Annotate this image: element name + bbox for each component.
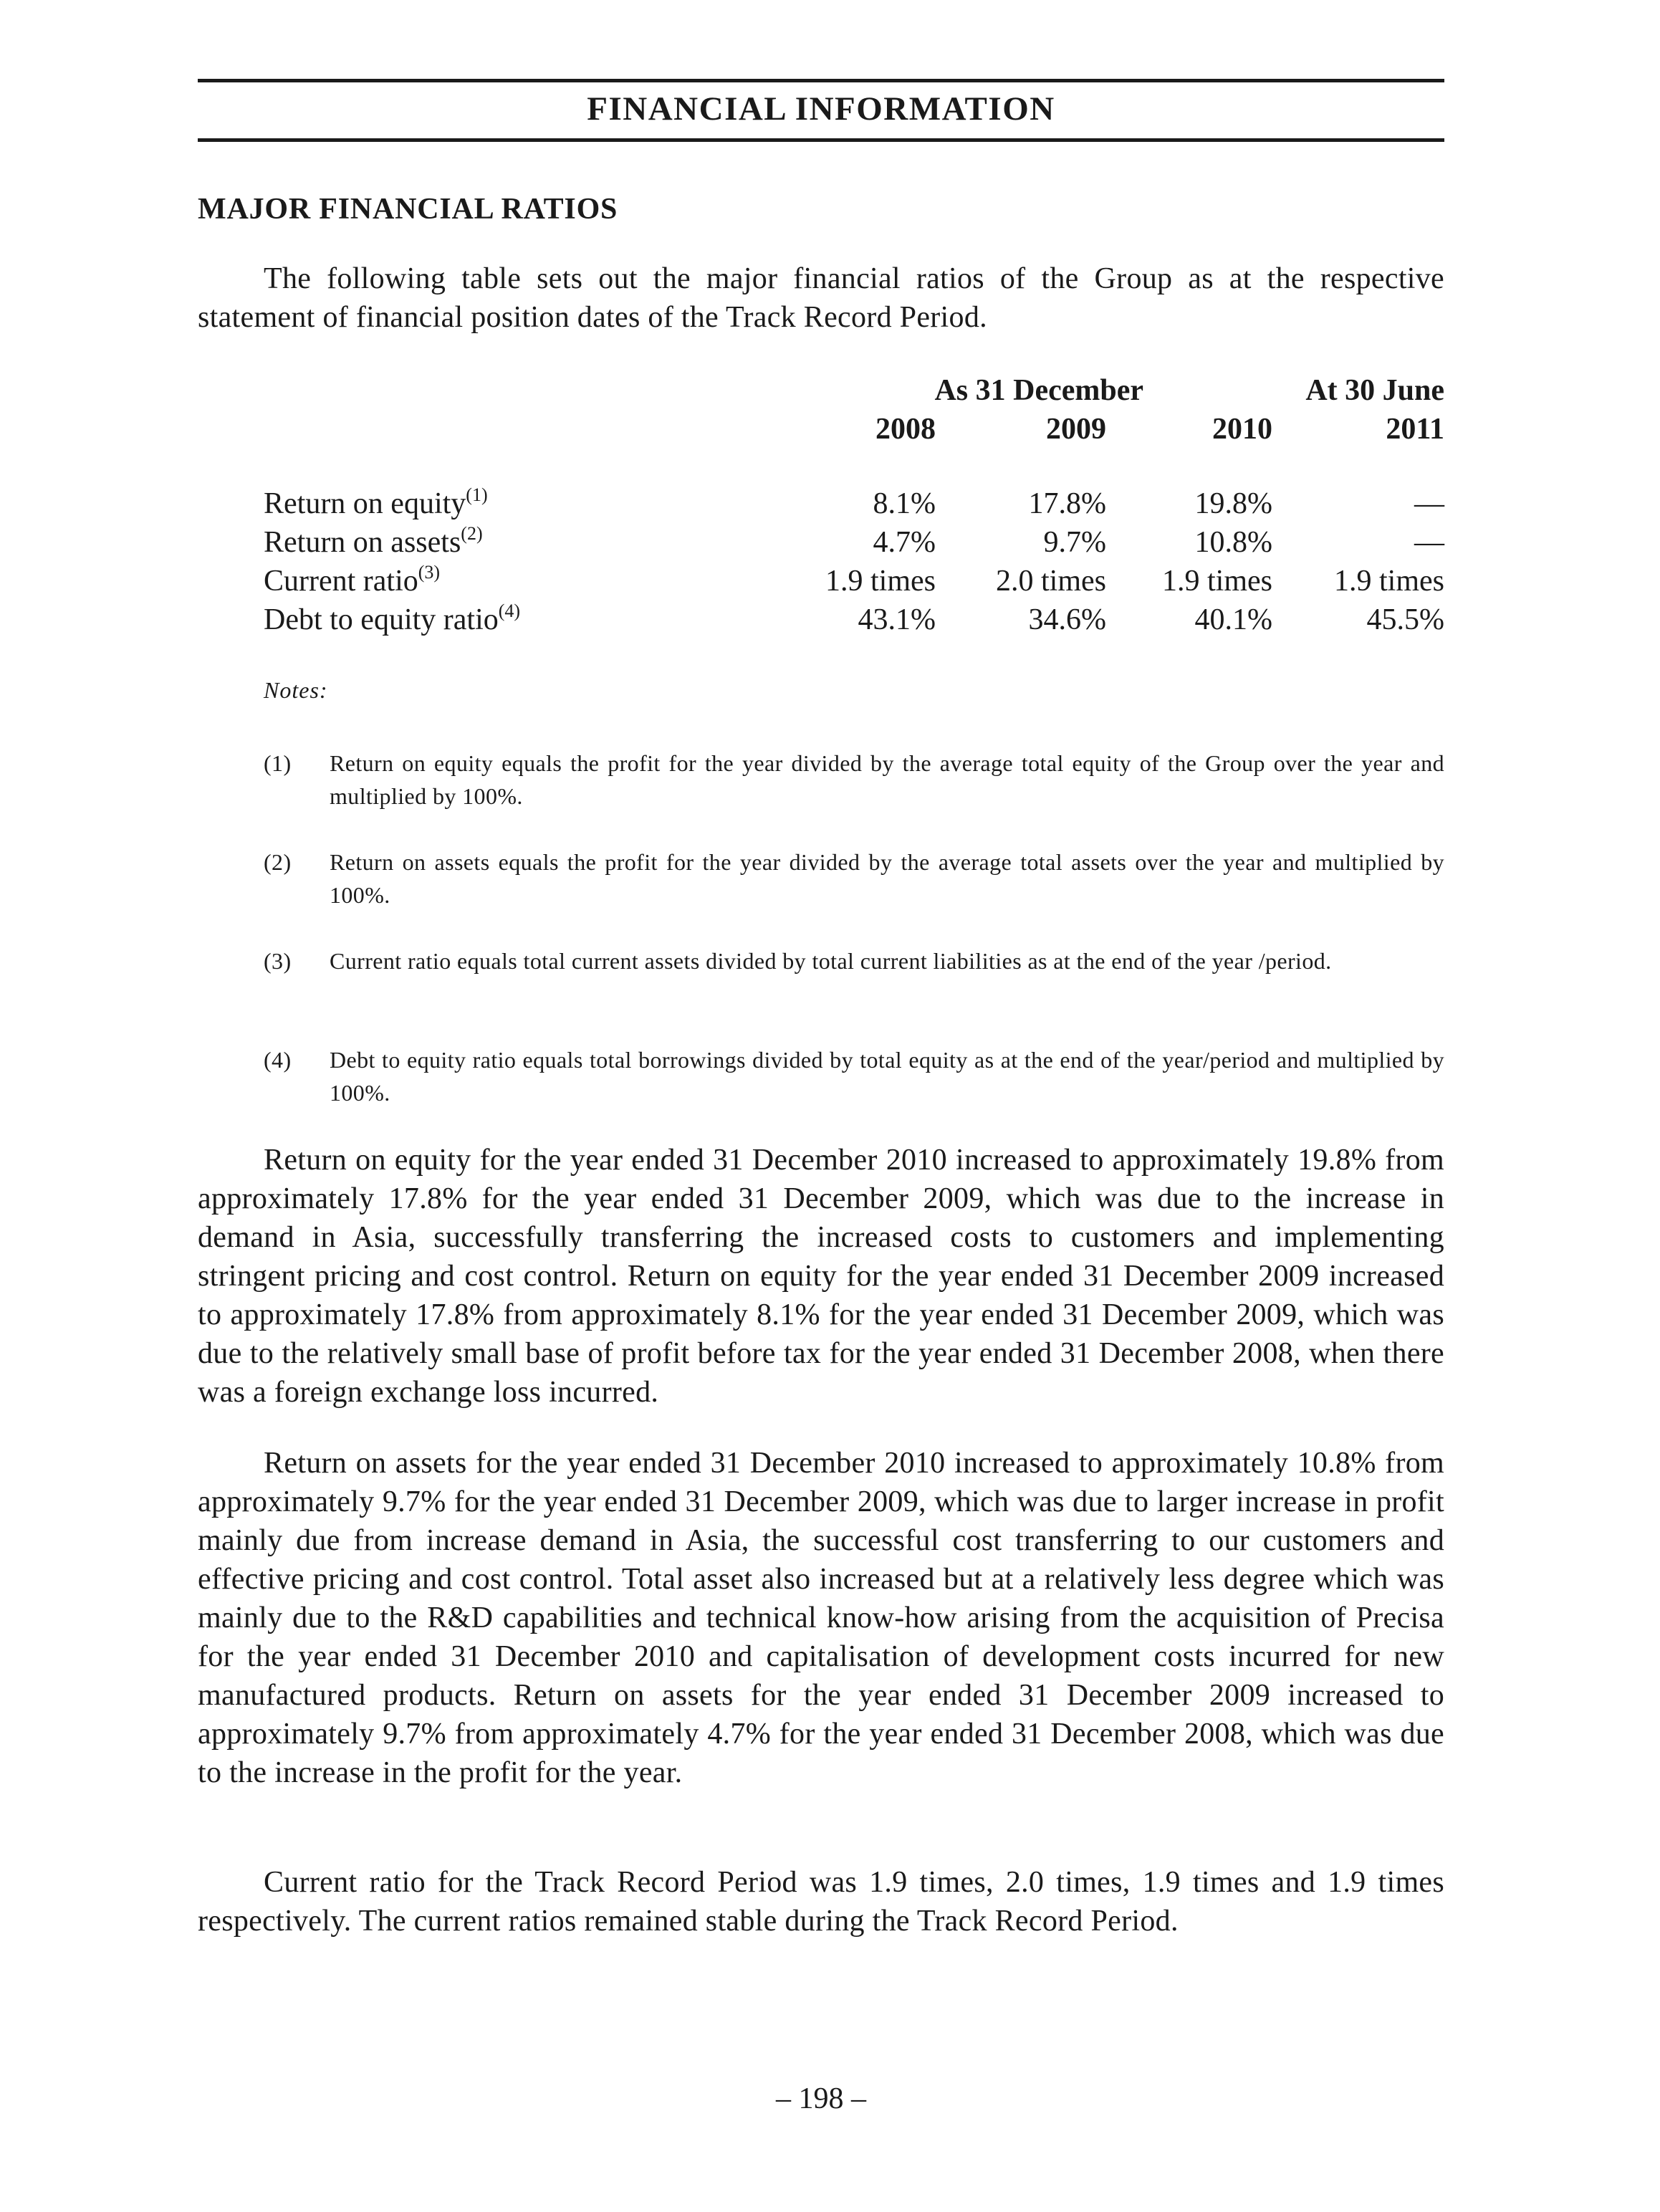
year-header: 2010: [1212, 413, 1272, 446]
note-reference: (3): [418, 562, 441, 583]
page-number: – 198 –: [776, 2082, 866, 2115]
header-title: FINANCIAL INFORMATION: [587, 90, 1055, 128]
note-reference: (4): [498, 600, 521, 621]
note-number: (3): [264, 948, 292, 974]
table-cell: 40.1%: [1194, 603, 1272, 636]
table-cell: 8.1%: [873, 487, 936, 520]
note-reference: (1): [466, 484, 488, 505]
note-number: (2): [264, 849, 292, 875]
table-cell: 10.8%: [1194, 526, 1272, 559]
intro-paragraph: The following table sets out the major financial ratios of the Group as at the respective statement of financial position dates of the Track Record Period.: [198, 262, 1444, 334]
header-rule-bottom: [198, 138, 1444, 142]
table-cell: 34.6%: [1028, 603, 1106, 636]
note-text: Current ratio equals total current assets divided by total current liabilities as at the end of the year /period.: [330, 948, 1332, 974]
row-label-text: Return on equity: [264, 487, 466, 520]
note-number: (4): [264, 1047, 292, 1073]
group-header-june: At 30 June: [1305, 374, 1444, 407]
year-header: 2008: [875, 413, 936, 446]
group-header-december: As 31 December: [934, 374, 1143, 407]
table-cell: 1.9 times: [825, 565, 936, 598]
table-cell: —: [1414, 487, 1444, 520]
row-label: [264, 600, 520, 639]
section-title: MAJOR FINANCIAL RATIOS: [198, 193, 618, 226]
table-year-header-row: [198, 410, 1444, 449]
table-row: [198, 562, 1444, 600]
table-cell: 19.8%: [1194, 487, 1272, 520]
table-cell: 17.8%: [1028, 487, 1106, 520]
body-paragraph-return-on-equity: Return on equity for the year ended 31 December 2010 increased to approximately 19.8% from approximately 17.8% for the year ended 31 December 2009, which was due to the increase in demand in Asia, successfully transferring the increased costs to customers and implementing stringent pricing and cost control. Return on equity for the year ended 31 December 2009 increased to approximately 17.8% from approximately 8.1% for the year ended 31 December 2009, which was due to the relatively small base of profit before tax for the year ended 31 December 2008, when there was a foreign exchange loss incurred.: [198, 1144, 1444, 1409]
note-text: Debt to equity ratio equals total borrowings divided by total equity as at the end of the year/period and multiplied by 100%.: [330, 1047, 1444, 1106]
body-paragraph-return-on-assets: Return on assets for the year ended 31 December 2010 increased to approximately 10.8% from approximately 9.7% for the year ended 31 December 2009, which was due to larger increase in profit mainly due from increase demand in Asia, the successful cost transferring to our customers and effective pricing and cost control. Total asset also increased but at a relatively less degree which was mainly due to the R&D capabilities and technical know-how arising from the acquisition of Precisa for the year ended 31 December 2010 and capitalisation of development costs incurred for new manufactured products. Return on assets for the year ended 31 December 2009 increased to approximately 9.7% from approximately 4.7% for the year ended 31 December 2008, which was due to the increase in the profit for the year.: [198, 1447, 1444, 1789]
body-paragraph-current-ratio: Current ratio for the Track Record Period was 1.9 times, 2.0 times, 1.9 times and 1.9 times respectively. The current ratios remained stable during the Track Record Period.: [198, 1866, 1444, 1938]
table-cell: 4.7%: [873, 526, 936, 559]
table-row: [198, 523, 1444, 562]
row-label-text: Current ratio: [264, 565, 418, 598]
table-cell: 2.0 times: [996, 565, 1106, 598]
row-label: [264, 523, 483, 562]
row-label: [264, 562, 440, 600]
table-cell: 1.9 times: [1162, 565, 1272, 598]
table-group-header-row: [198, 371, 1444, 410]
row-label-text: Debt to equity ratio: [264, 603, 499, 636]
notes-label: Notes:: [264, 677, 328, 703]
table-cell: 1.9 times: [1334, 565, 1444, 598]
table-cell: 43.1%: [858, 603, 936, 636]
table-cell: —: [1414, 526, 1444, 559]
row-label: [264, 484, 488, 523]
row-label-text: Return on assets: [264, 526, 461, 559]
note-text: Return on equity equals the profit for the year divided by the average total equity of the Group over the year and multiplied by 100%.: [330, 750, 1444, 809]
note-number: (1): [264, 750, 292, 776]
table-row: [198, 600, 1444, 639]
table-row: [198, 484, 1444, 523]
table-cell: 9.7%: [1043, 526, 1106, 559]
year-header: 2009: [1046, 413, 1106, 446]
year-header: 2011: [1386, 413, 1444, 446]
note-text: Return on assets equals the profit for the year divided by the average total assets over the year and multiplied by 100%.: [330, 849, 1444, 908]
note-reference: (2): [461, 523, 483, 544]
header-rule-top: [198, 79, 1444, 82]
table-cell: 45.5%: [1366, 603, 1444, 636]
